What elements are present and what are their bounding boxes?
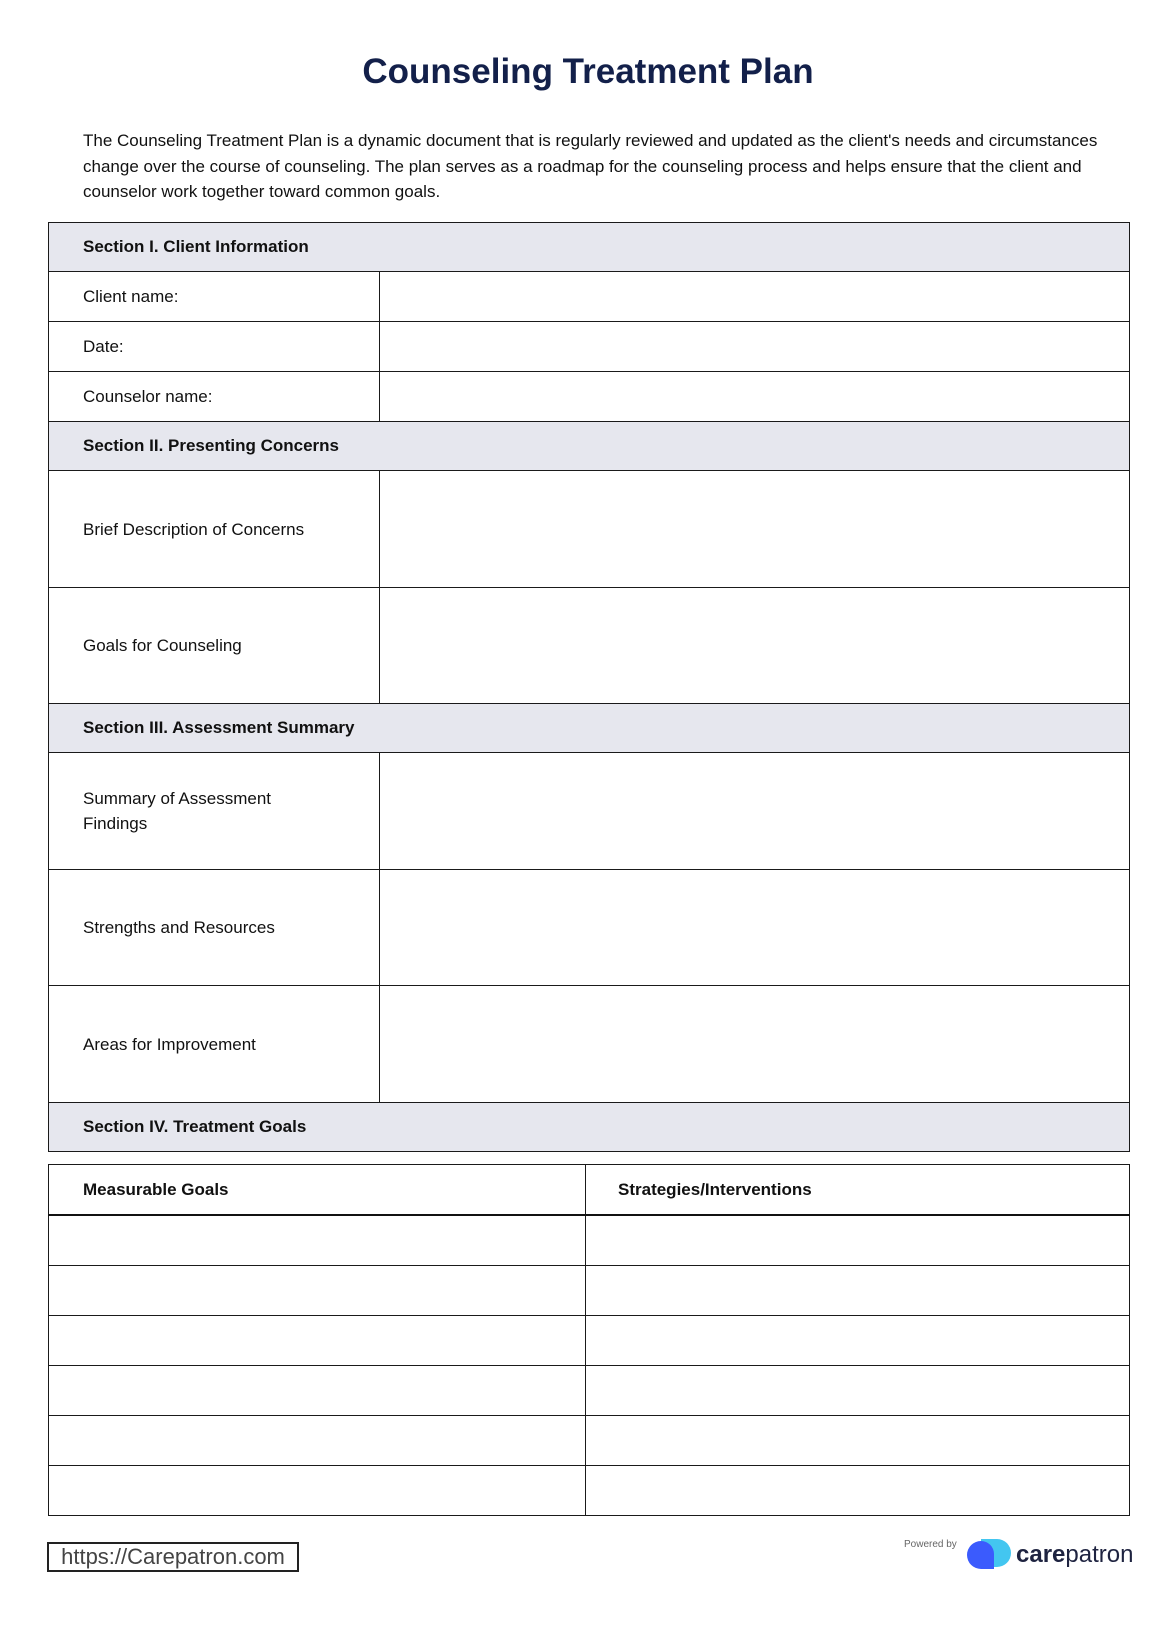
powered-by-label: Powered by	[904, 1539, 957, 1550]
strategy-cell[interactable]	[586, 1466, 1130, 1516]
column-header-measurable-goals: Measurable Goals	[49, 1165, 586, 1216]
table-row	[49, 1416, 1130, 1466]
carepatron-logo-icon	[967, 1537, 1013, 1571]
strategy-cell[interactable]	[586, 1266, 1130, 1316]
section-header-assessment-summary	[49, 704, 1130, 753]
field-label: Goals for Counseling	[49, 588, 380, 704]
table-row	[49, 1366, 1130, 1416]
table-row	[49, 1466, 1130, 1516]
column-header-strategies: Strategies/Interventions	[586, 1165, 1130, 1216]
section-header-treatment-goals	[49, 1103, 1130, 1152]
strategy-cell[interactable]	[586, 1366, 1130, 1416]
strengths-field[interactable]	[380, 870, 1130, 986]
section-title: Section III. Assessment Summary	[49, 704, 1130, 753]
form-row-date	[49, 322, 1130, 372]
page-title: Counseling Treatment Plan	[362, 52, 814, 91]
table-header	[49, 1165, 1130, 1216]
treatment-goals-table	[48, 1164, 1130, 1516]
field-label: Areas for Improvement	[49, 986, 380, 1103]
table-row	[49, 1215, 1130, 1266]
field-label: Client name:	[49, 272, 380, 322]
assessment-findings-field[interactable]	[380, 753, 1130, 870]
form-row-areas-for-improvement	[49, 986, 1130, 1103]
goal-cell[interactable]	[49, 1215, 586, 1266]
carepatron-wordmark: carepatron	[1016, 1541, 1134, 1568]
goals-for-counseling-field[interactable]	[380, 588, 1130, 704]
goal-cell[interactable]	[49, 1316, 586, 1366]
goal-cell[interactable]	[49, 1416, 586, 1466]
section-header-client-information	[49, 223, 1130, 272]
goal-cell[interactable]	[49, 1266, 586, 1316]
field-label: Summary of Assessment Findings	[49, 753, 380, 870]
form-row-strengths	[49, 870, 1130, 986]
intro-paragraph: The Counseling Treatment Plan is a dynamic document that is regularly reviewed and updated as the client's needs and circumstances change over the course of counseling. The plan serves as a roadmap for the counseling process and helps ensure that the client and counselor work together toward common goals.	[83, 131, 1098, 201]
field-label: Strengths and Resources	[49, 870, 380, 986]
form-row-client-name	[49, 272, 1130, 322]
goal-cell[interactable]	[49, 1366, 586, 1416]
form-row-counselor-name	[49, 372, 1130, 422]
table-row	[49, 1266, 1130, 1316]
field-label: Date:	[49, 322, 380, 372]
section-title: Section I. Client Information	[49, 223, 1130, 272]
counselor-name-field[interactable]	[380, 372, 1130, 422]
form-row-assessment-findings	[49, 753, 1130, 870]
field-label: Brief Description of Concerns	[49, 471, 380, 588]
strategy-cell[interactable]	[586, 1416, 1130, 1466]
goal-cell[interactable]	[49, 1466, 586, 1516]
field-label: Counselor name:	[49, 372, 380, 422]
table-row	[49, 1316, 1130, 1366]
areas-for-improvement-field[interactable]	[380, 986, 1130, 1103]
form-row-brief-description	[49, 471, 1130, 588]
section-title: Section IV. Treatment Goals	[49, 1103, 1130, 1152]
brief-description-field[interactable]	[380, 471, 1130, 588]
section-title: Section II. Presenting Concerns	[49, 422, 1130, 471]
client-name-field[interactable]	[380, 272, 1130, 322]
strategy-cell[interactable]	[586, 1215, 1130, 1266]
date-field[interactable]	[380, 322, 1130, 372]
form-row-goals-for-counseling	[49, 588, 1130, 704]
website-link[interactable]: https://Carepatron.com	[47, 1542, 299, 1572]
treatment-plan-form	[48, 222, 1130, 1152]
section-header-presenting-concerns	[49, 422, 1130, 471]
strategy-cell[interactable]	[586, 1316, 1130, 1366]
